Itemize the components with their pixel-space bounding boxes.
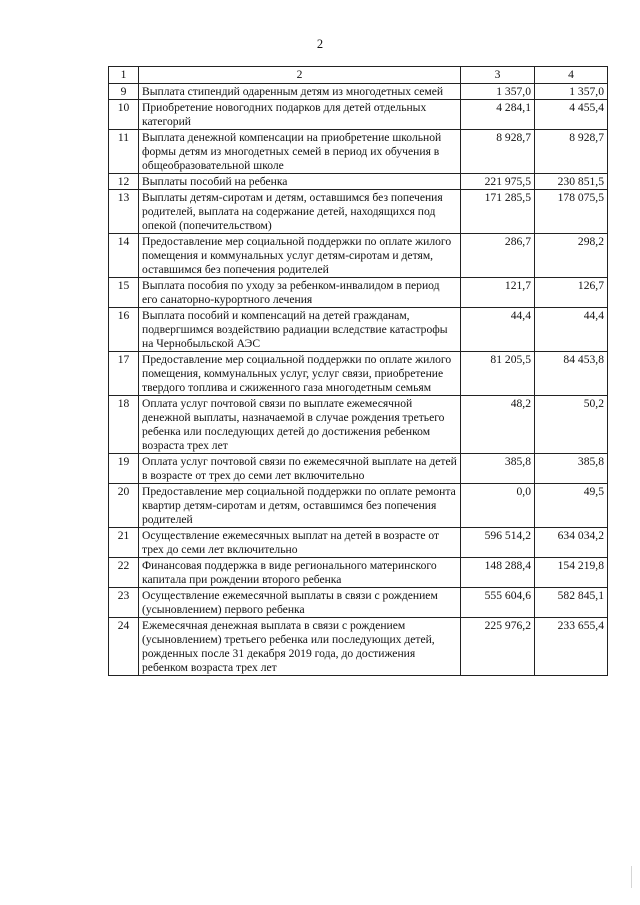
row-value-col4: 126,7 xyxy=(535,278,608,308)
row-description: Ежемесячная денежная выплата в связи с рождением (усыновлением) третьего ребенка или последующих детей, рожденных после 31 декабря 2019 года, до достижения ребенком возраста трех лет xyxy=(139,618,461,676)
row-value-col4: 230 851,5 xyxy=(535,174,608,190)
row-number: 11 xyxy=(109,130,139,174)
row-description: Предоставление мер социальной поддержки по оплате жилого помещения, коммунальных услуг, услуг связи, приобретение твердого топлива и сжиженного газа многодетным семьям xyxy=(139,352,461,396)
row-value-col3: 555 604,6 xyxy=(461,588,535,618)
row-value-col4: 84 453,8 xyxy=(535,352,608,396)
row-value-col3: 8 928,7 xyxy=(461,130,535,174)
column-header-4: 4 xyxy=(535,67,608,84)
row-description: Осуществление ежемесячной выплаты в связи с рождением (усыновлением) первого ребенка xyxy=(139,588,461,618)
row-value-col3: 596 514,2 xyxy=(461,528,535,558)
table-row xyxy=(109,396,608,454)
row-number: 9 xyxy=(109,84,139,100)
row-description: Приобретение новогодних подарков для детей отдельных категорий xyxy=(139,100,461,130)
row-value-col4: 154 219,8 xyxy=(535,558,608,588)
table-row xyxy=(109,84,608,100)
row-number: 13 xyxy=(109,190,139,234)
row-description: Оплата услуг почтовой связи по выплате ежемесячной денежной выплаты, назначаемой в случае рождения третьего ребенка или последующих детей до достижения ребенком возраста трех лет xyxy=(139,396,461,454)
row-description: Оплата услуг почтовой связи по ежемесячной выплате на детей в возрасте от трех до семи лет включительно xyxy=(139,454,461,484)
row-value-col4: 4 455,4 xyxy=(535,100,608,130)
row-number: 15 xyxy=(109,278,139,308)
row-number: 16 xyxy=(109,308,139,352)
column-header-2: 2 xyxy=(139,67,461,84)
row-value-col3: 4 284,1 xyxy=(461,100,535,130)
table-row xyxy=(109,454,608,484)
row-value-col4: 385,8 xyxy=(535,454,608,484)
row-value-col4: 49,5 xyxy=(535,484,608,528)
table-row xyxy=(109,528,608,558)
scan-edge-mark xyxy=(631,866,638,888)
row-value-col4: 50,2 xyxy=(535,396,608,454)
row-description: Выплата пособия по уходу за ребенком-инвалидом в период его санаторно-курортного лечения xyxy=(139,278,461,308)
table-row xyxy=(109,558,608,588)
row-value-col3: 221 975,5 xyxy=(461,174,535,190)
row-value-col3: 0,0 xyxy=(461,484,535,528)
table-row xyxy=(109,234,608,278)
row-number: 19 xyxy=(109,454,139,484)
row-description: Предоставление мер социальной поддержки по оплате жилого помещения и коммунальных услуг детям-сиротам и детям, оставшимся без попечения родителей xyxy=(139,234,461,278)
row-value-col4: 298,2 xyxy=(535,234,608,278)
row-value-col4: 233 655,4 xyxy=(535,618,608,676)
table-row xyxy=(109,352,608,396)
row-value-col3: 148 288,4 xyxy=(461,558,535,588)
row-number: 12 xyxy=(109,174,139,190)
row-value-col3: 171 285,5 xyxy=(461,190,535,234)
row-number: 20 xyxy=(109,484,139,528)
row-description: Выплата денежной компенсации на приобретение школьной формы детям из многодетных семей в период их обучения в общеобразовательной школе xyxy=(139,130,461,174)
budget-table xyxy=(108,66,608,676)
table-row xyxy=(109,174,608,190)
column-header-3: 3 xyxy=(461,67,535,84)
table-row xyxy=(109,190,608,234)
row-value-col4: 178 075,5 xyxy=(535,190,608,234)
row-description: Предоставление мер социальной поддержки по оплате ремонта квартир детям-сиротам и детям, оставшимся без попечения родителей xyxy=(139,484,461,528)
row-description: Осуществление ежемесячных выплат на детей в возрасте от трех до семи лет включительно xyxy=(139,528,461,558)
row-number: 14 xyxy=(109,234,139,278)
row-number: 10 xyxy=(109,100,139,130)
table-row xyxy=(109,130,608,174)
row-value-col3: 286,7 xyxy=(461,234,535,278)
page-number: 2 xyxy=(316,37,324,51)
row-value-col3: 121,7 xyxy=(461,278,535,308)
row-value-col4: 8 928,7 xyxy=(535,130,608,174)
row-value-col4: 44,4 xyxy=(535,308,608,352)
row-description: Выплаты детям-сиротам и детям, оставшимся без попечения родителей, выплата на содержание детей, находящихся под опекой (попечительством) xyxy=(139,190,461,234)
table-row xyxy=(109,588,608,618)
row-value-col3: 225 976,2 xyxy=(461,618,535,676)
row-description: Выплата пособий и компенсаций на детей гражданам, подвергшимся воздействию радиации вследствие катастрофы на Чернобыльской АЭС xyxy=(139,308,461,352)
row-value-col4: 634 034,2 xyxy=(535,528,608,558)
table-row xyxy=(109,618,608,676)
table-row xyxy=(109,100,608,130)
row-description: Выплаты пособий на ребенка xyxy=(139,174,461,190)
row-number: 22 xyxy=(109,558,139,588)
row-value-col3: 385,8 xyxy=(461,454,535,484)
row-number: 17 xyxy=(109,352,139,396)
row-value-col3: 44,4 xyxy=(461,308,535,352)
row-value-col4: 1 357,0 xyxy=(535,84,608,100)
table-row xyxy=(109,308,608,352)
row-number: 18 xyxy=(109,396,139,454)
row-value-col3: 1 357,0 xyxy=(461,84,535,100)
row-number: 21 xyxy=(109,528,139,558)
table-row xyxy=(109,278,608,308)
table-header-row xyxy=(109,67,608,84)
row-number: 23 xyxy=(109,588,139,618)
table-row xyxy=(109,484,608,528)
row-value-col4: 582 845,1 xyxy=(535,588,608,618)
column-header-1: 1 xyxy=(109,67,139,84)
row-value-col3: 48,2 xyxy=(461,396,535,454)
row-value-col3: 81 205,5 xyxy=(461,352,535,396)
row-description: Финансовая поддержка в виде регионального материнского капитала при рождении второго ребенка xyxy=(139,558,461,588)
row-description: Выплата стипендий одаренным детям из многодетных семей xyxy=(139,84,461,100)
row-number: 24 xyxy=(109,618,139,676)
